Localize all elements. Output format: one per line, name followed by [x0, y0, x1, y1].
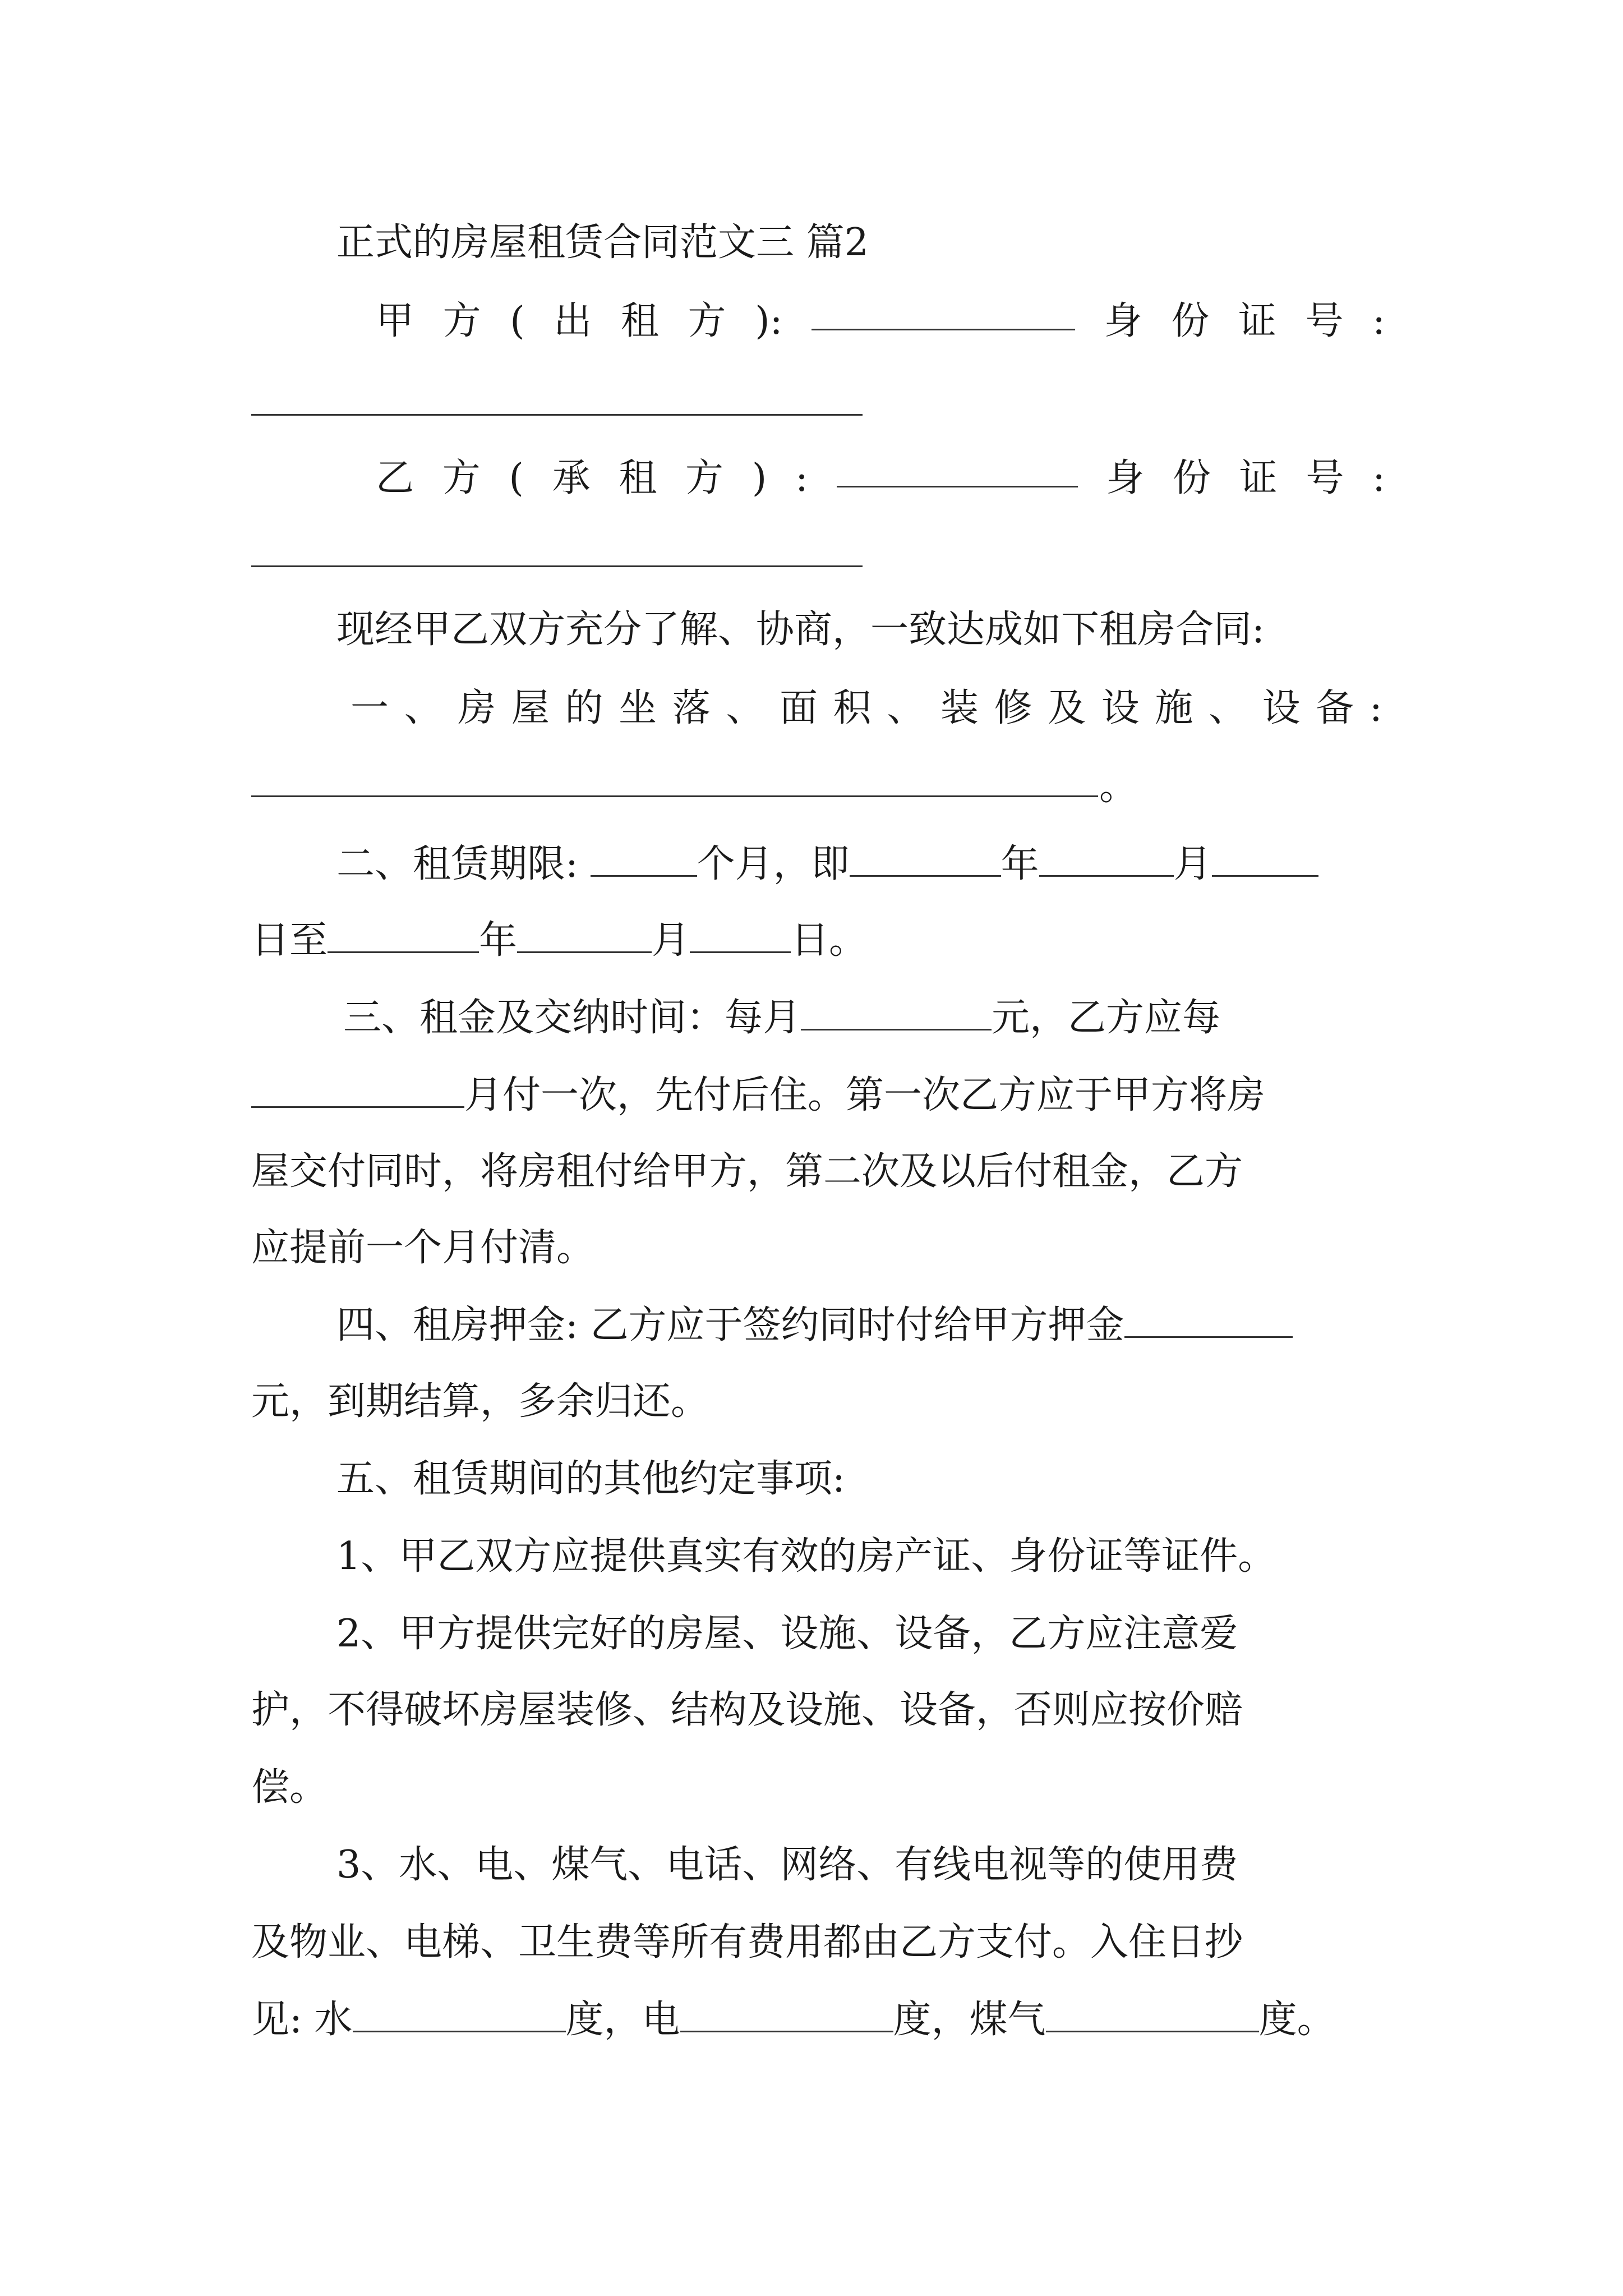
clause2-line1 — [336, 839, 1318, 890]
clause5-item3-line2: 及物业、电梯、卫生费等所有费用都由乙方支付。入住日抄 — [251, 1920, 1243, 1964]
end-year-blank[interactable] — [328, 919, 479, 953]
clause5-item3-line3 — [251, 1995, 1335, 2045]
monthly-rent-blank[interactable] — [801, 996, 992, 1030]
start-day-blank[interactable] — [1212, 843, 1318, 877]
end-day-blank[interactable] — [690, 919, 791, 953]
electric-reading-blank[interactable] — [680, 1998, 893, 2032]
clause3-line2-row — [251, 1070, 1265, 1121]
clause1-line: 一 、 房 屋 的 坐 落 、 面 积 、 装 修 及 设 施 、 设 备 : — [351, 686, 1382, 730]
party-a-name-blank[interactable] — [811, 296, 1075, 330]
clause4-line1: 四、租房押金: 乙方应于签约同时付给甲方押金 — [336, 1303, 1124, 1347]
clause3-line2: 月付一次，先付后住。第一次乙方应于甲方将房 — [464, 1073, 1266, 1117]
clause2-year: 年 — [1000, 842, 1039, 886]
meter-unit-3: 度。 — [1258, 1998, 1335, 2042]
clause2-year2: 年 — [479, 918, 518, 963]
meter-unit-2: 度，煤气 — [893, 1998, 1046, 2042]
clause4-line2: 元，到期结算，多余归还。 — [251, 1379, 709, 1424]
clause3-line1-b: 元，乙方应每 — [992, 996, 1221, 1040]
clause1-end: 。 — [1099, 765, 1138, 809]
clause2-label: 二、租赁期限: — [336, 842, 578, 886]
deposit-blank[interactable] — [1124, 1304, 1293, 1338]
clause5-item3-line1: 3、水、电、煤气、电话、网络、有线电视等的使用费 — [336, 1843, 1238, 1887]
clause3-line1 — [343, 993, 1220, 1043]
clause1-blank[interactable] — [251, 795, 1098, 797]
meter-unit-1: 度，电 — [565, 1998, 680, 2042]
party-b-line: 乙 方 ( 承 租 方 ) : 身 份 证 号 : — [376, 453, 1385, 504]
clause2-month2: 月 — [652, 918, 690, 963]
payment-period-blank[interactable] — [251, 1074, 464, 1108]
clause5-item1: 1、甲乙双方应提供真实有效的房产证、身份证等证件。 — [336, 1534, 1276, 1579]
clause5-item2-line2: 护，不得破坏房屋装修、结构及设施、设备，否则应按价赔 — [251, 1688, 1243, 1732]
document-title: 正式的房屋租赁合同范文三 篇2 — [336, 220, 869, 265]
party-a-id-blank[interactable] — [251, 414, 863, 416]
clause2-day-end: 日。 — [791, 918, 868, 963]
clause5-title: 五、租赁期间的其他约定事项: — [336, 1457, 845, 1501]
clause2-day-to: 日至 — [251, 918, 328, 963]
water-reading-blank[interactable] — [353, 1998, 566, 2032]
party-a-line: 甲 方 ( 出 租 方 ): 身 份 证 号 : — [376, 296, 1385, 347]
clause3-line4: 应提前一个月付清。 — [251, 1226, 595, 1270]
clause3-line3: 屋交付同时，将房租付给甲方，第二次及以后付租金，乙方 — [251, 1149, 1243, 1194]
start-year-blank[interactable] — [850, 843, 1001, 877]
party-b-id-blank[interactable] — [251, 565, 863, 567]
party-b-name-blank[interactable] — [837, 453, 1078, 487]
end-month-blank[interactable] — [517, 919, 652, 953]
intro-text: 现经甲乙双方充分了解、协商，一致达成如下租房合同: — [336, 608, 1265, 652]
meter-prefix: 见: 水 — [251, 1998, 353, 2042]
clause5-item2-line1: 2、甲方提供完好的房屋、设施、设备，乙方应注意爱 — [336, 1612, 1238, 1656]
clause3-line1-a: 三、租金及交纳时间：每月 — [343, 996, 801, 1040]
start-month-blank[interactable] — [1039, 843, 1174, 877]
clause4-line1-row — [336, 1300, 1293, 1351]
clause2-months: 个月，即 — [697, 842, 850, 886]
gas-reading-blank[interactable] — [1046, 1998, 1259, 2032]
clause2-line2 — [251, 915, 867, 966]
lease-months-blank[interactable] — [591, 843, 697, 877]
clause5-item2-line3: 偿。 — [251, 1765, 328, 1810]
clause2-month: 月 — [1173, 842, 1212, 886]
